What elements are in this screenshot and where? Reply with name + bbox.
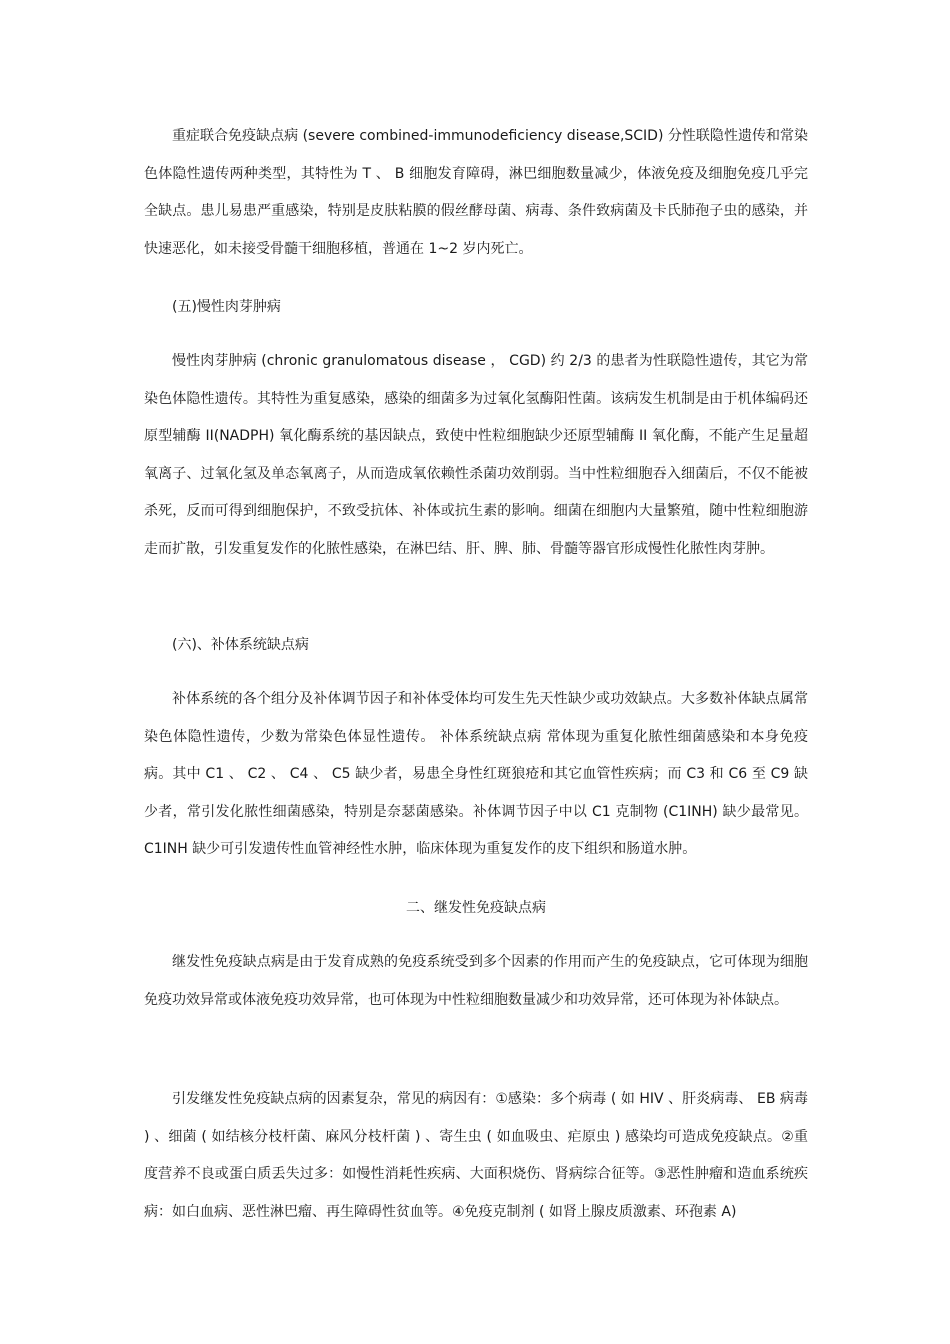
paragraph-complement: 补体系统的各个组分及补体调节因子和补体受体均可发生先天性缺少或功效缺点。大多数补体缺点属常染色体隐性遗传，少数为常染色体显性遗传。 补体系统缺点病 常体现为重复化脓性细菌感染和本身免疫病。其中 C1 、 C2 、 C4 、 C5 缺少者，易患全身性红斑狼疮和其它血管性疾病；而 C3 和 C6 至 C9 缺少者，常引发化脓性细菌感染，特别是奈瑟菌感染。补体调节因子中以 C1 克制物 (C1INH) 缺少最常见。 C1INH 缺少可引发遗传性血管神经性水肿，临床体现为重复发作的皮下组织和肠道水肿。	[144, 691, 808, 857]
paragraph-cgd: 慢性肉芽肿病 (chronic granulomatous disease ， CGD) 约 2/3 的患者为性联隐性遗传，其它为常染色体隐性遗传。其特性为重复感染，感染的细菌多为过氧化氢酶阳性菌。该病发生机制是由于机体编码还原型辅酶 II(NADPH) 氧化酶系统的基因缺点，致使中性粒细胞缺少还原型辅酶 II 氧化酶，不能产生足量超氧离子、过氧化氢及单态氧离子，从而造成氧依赖性杀菌功效削弱。当中性粒细胞吞入细菌后，不仅不能被杀死，反而可得到细胞保护，不致受抗体、补体或抗生素的影响。细菌在细胞内大量繁殖，随中性粒细胞游走而扩散，引发重复发作的化脓性感染，在淋巴结、肝、脾、肺、骨髓等器官形成慢性化脓性肉芽肿。	[144, 353, 808, 557]
paragraph-secondary-causes: 引发继发性免疫缺点病的因素复杂，常见的病因有：①感染：多个病毒 ( 如 HIV 、肝炎病毒、 EB 病毒 ) 、细菌 ( 如结核分枝杆菌、麻风分枝杆菌 ) 、寄生虫 ( 如血吸虫、疟原虫 ) 感染均可造成免疫缺点。②重度营养不良或蛋白质丢失过多：如慢性消耗性疾病、大面积烧伤、肾病综合征等。③恶性肿瘤和造血系统疾病：如白血病、恶性淋巴瘤、再生障碍性贫血等。④免疫克制剂 ( 如肾上腺皮质激素、环孢素 A)	[144, 1091, 808, 1220]
section-heading-complement: (六)、补体系统缺点病	[172, 637, 309, 653]
section-heading-chronic-granulomatous: (五)慢性肉芽肿病	[172, 299, 281, 315]
part-heading-secondary-immunodeficiency: 二、继发性免疫缺点病	[406, 900, 546, 916]
paragraph-secondary-intro: 继发性免疫缺点病是由于发育成熟的免疫系统受到多个因素的作用而产生的免疫缺点，它可体现为细胞免疫功效异常或体液免疫功效异常，也可体现为中性粒细胞数量减少和功效异常，还可体现为补体缺点。	[144, 954, 808, 1008]
paragraph-scid: 重症联合免疫缺点病 (severe combined-immunodeficiency disease,SCID) 分性联隐性遗传和常染色体隐性遗传两种类型，其特性为 T 、 B 细胞发育障碍，淋巴细胞数量减少，体液免疫及细胞免疫几乎完全缺点。患儿易患严重感染，特别是皮肤粘膜的假丝酵母菌、病毒、条件致病菌及卡氏肺孢子虫的感染，并快速恶化，如未接受骨髓干细胞移植，普通在 1~2 岁内死亡。	[144, 128, 808, 257]
